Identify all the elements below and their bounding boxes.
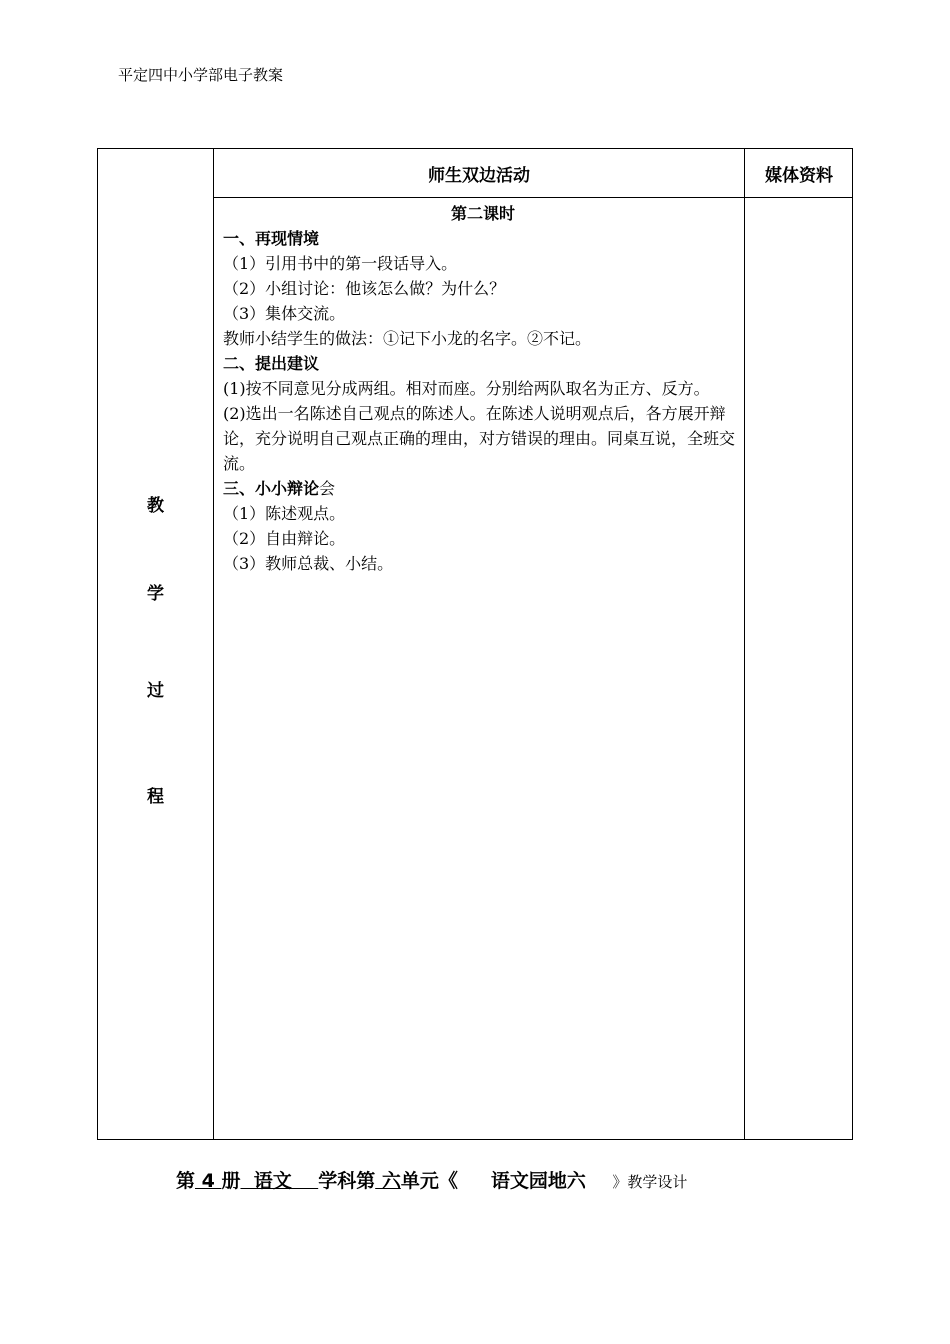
paragraph: (1)按不同意见分成两组。相对而座。分别给两队取名为正方、反方。 [223, 379, 710, 398]
footer-subject: 语文 [240, 1170, 319, 1192]
list-item: 教师小结学生的做法：①记下小龙的名字。②不记。 [223, 329, 592, 348]
side-label-char: 程 [147, 787, 164, 807]
list-item: （3）集体交流。 [223, 304, 346, 323]
column-divider-left [213, 149, 214, 1139]
lesson-table [97, 148, 853, 1140]
list-item: （1）陈述观点。 [223, 504, 346, 523]
side-label-char: 教 [147, 496, 164, 516]
footer-title: 语文园地六 [457, 1170, 613, 1192]
column-divider-right [744, 149, 745, 1139]
section-title: 一、再现情境 [223, 229, 320, 248]
side-label-char: 学 [147, 584, 164, 604]
footer-unit: 六 [375, 1170, 401, 1192]
section-title [223, 476, 743, 501]
list-item: （2）小组讨论：他该怎么做？为什么？ [223, 279, 506, 298]
header-divider [213, 197, 852, 198]
column-header-activity: 师生双边活动 [428, 165, 530, 186]
footer-text: 册 [221, 1170, 241, 1192]
section-title-text: 三、小小辩论 [223, 479, 320, 498]
school-header: 平定四中小学部电子教案 [118, 66, 284, 84]
side-label-char: 过 [147, 681, 164, 701]
footer-text: 学科第 [318, 1170, 376, 1192]
list-item: （2）自由辩论。 [223, 529, 346, 548]
list-item: （3）教师总裁、小结。 [223, 554, 394, 573]
list-item: （1）引用书中的第一段话导入。 [223, 254, 458, 273]
footer-volume: 4 [195, 1170, 222, 1192]
section-title-tail: 会 [319, 479, 336, 498]
footer-text: 单元《 [400, 1170, 458, 1192]
footer-suffix: 》教学设计 [612, 1173, 688, 1191]
footer-text: 第 [176, 1170, 196, 1192]
column-header-media: 媒体资料 [765, 165, 833, 186]
paragraph: (2)选出一名陈述自己观点的陈述人。在陈述人说明观点后，各方展开辩论，充分说明自己观点正确的理由，对方错误的理由。同桌互说，全班交流。 [223, 404, 736, 473]
footer-design-line [176, 1166, 687, 1193]
activity-content [223, 201, 743, 576]
lesson-title: 第二课时 [450, 204, 515, 223]
section-title: 二、提出建议 [223, 354, 320, 373]
